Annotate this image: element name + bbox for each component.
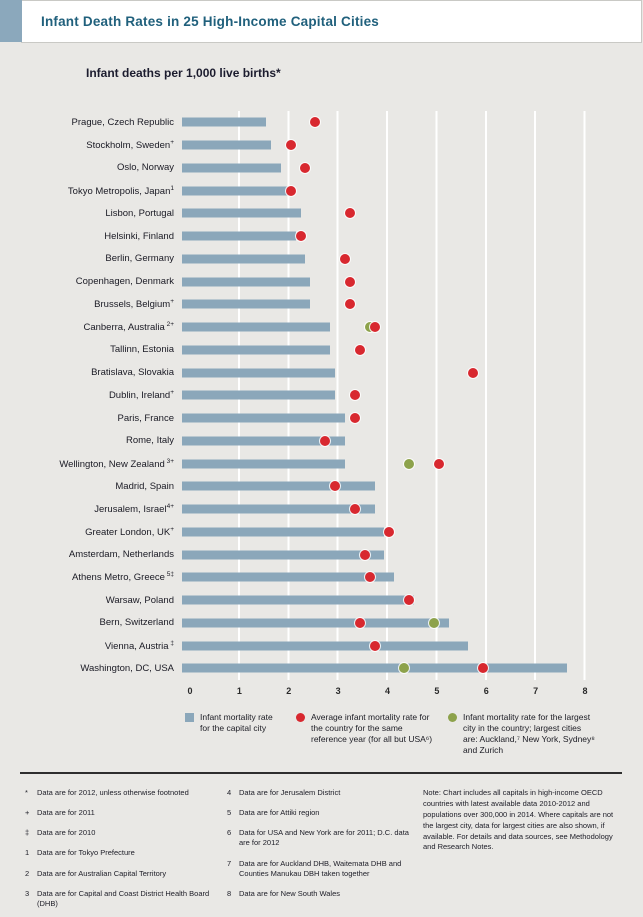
country-average-dot xyxy=(365,572,375,582)
row-label xyxy=(0,344,182,355)
row-label xyxy=(0,595,182,606)
capital-bar xyxy=(182,345,330,354)
footnote-symbol: 4 xyxy=(227,788,232,797)
chart-row xyxy=(0,657,643,680)
footnotes-column-1 xyxy=(25,788,215,917)
row-label-footnote-mark: + xyxy=(170,525,174,533)
chart-row xyxy=(0,612,643,635)
footnote-text: Data are for New South Wales xyxy=(239,888,341,898)
row-label-text: Athens Metro, Greece xyxy=(72,572,165,584)
capital-bar xyxy=(182,527,384,536)
row-plot xyxy=(182,407,643,430)
footnote-text: Data are for 2010 xyxy=(37,828,96,838)
chart-row xyxy=(0,384,643,407)
footnote-item xyxy=(227,788,417,798)
footnote-text: Data are for Tokyo Prefecture xyxy=(37,848,135,858)
legend-item xyxy=(185,712,274,734)
row-label-footnote-mark: 3+ xyxy=(164,457,174,465)
chart-row xyxy=(0,225,643,248)
country-average-dot xyxy=(360,550,370,560)
chart-row xyxy=(0,430,643,453)
x-axis-tick: 6 xyxy=(483,686,489,696)
row-plot xyxy=(182,157,643,180)
chart-row xyxy=(0,179,643,202)
chart-row xyxy=(0,339,643,362)
row-label-text: Bratislava, Slovakia xyxy=(91,367,174,379)
row-plot xyxy=(182,430,643,453)
row-label-footnote-mark: ‡ xyxy=(168,639,174,647)
row-label-text: Warsaw, Poland xyxy=(105,594,174,606)
country-average-dot xyxy=(286,186,296,196)
country-average-dot xyxy=(345,277,355,287)
row-label-footnote-mark: + xyxy=(170,139,174,147)
row-label xyxy=(0,481,182,492)
row-label xyxy=(0,117,182,128)
row-label xyxy=(0,298,182,310)
legend-label: Infant mortality rate for the largest city in the country; largest cities are: Auckland,⁷ New York, Sydney⁸ and Zurich xyxy=(463,712,595,755)
footnote-item xyxy=(227,808,417,818)
row-plot xyxy=(182,657,643,680)
legend-item xyxy=(448,712,595,756)
country-average-dot xyxy=(300,163,310,173)
separator-line xyxy=(20,772,622,774)
capital-bar xyxy=(182,186,291,195)
chart-row xyxy=(0,293,643,316)
country-average-dot xyxy=(350,504,360,514)
country-average-dot xyxy=(340,254,350,264)
row-label-text: Greater London, UK xyxy=(85,526,171,538)
chart-row xyxy=(0,157,643,180)
row-label xyxy=(0,276,182,287)
chart-row xyxy=(0,134,643,157)
row-label xyxy=(0,231,182,242)
capital-bar xyxy=(182,163,281,172)
footnote-text: Data are for Capital and Coast District Health Board (DHB) xyxy=(37,888,210,908)
legend-label: Infant mortality rate for the capital city xyxy=(200,712,273,733)
country-average-dot-icon xyxy=(296,713,305,722)
footnotes-column-2 xyxy=(227,788,417,909)
x-axis-tick: 1 xyxy=(236,686,242,696)
footnote-symbol: 3 xyxy=(25,888,30,898)
x-axis-tick: 8 xyxy=(582,686,588,696)
footnote-symbol: 8 xyxy=(227,888,232,898)
chart-row xyxy=(0,475,643,498)
footnote-symbol: 5 xyxy=(227,808,232,818)
row-label-text: Amsterdam, Netherlands xyxy=(68,549,174,561)
capital-bar xyxy=(182,550,384,559)
footnote-text: Data are for 2012, unless otherwise footnoted xyxy=(37,788,189,797)
country-average-dot xyxy=(478,663,488,673)
legend-item xyxy=(296,712,433,745)
row-label-text: Brussels, Belgium xyxy=(94,299,171,311)
row-plot xyxy=(182,452,643,475)
row-label-text: Wellington, New Zealand xyxy=(59,458,165,470)
row-plot xyxy=(182,179,643,202)
legend-label: Average infant mortality rate for the country for the same reference year (for all but USA⁶) xyxy=(311,712,433,744)
row-plot xyxy=(182,293,643,316)
row-plot xyxy=(182,134,643,157)
x-axis xyxy=(0,686,643,700)
footnote-item xyxy=(25,828,215,838)
row-label xyxy=(0,321,182,333)
capital-bar xyxy=(182,118,266,127)
country-average-dot xyxy=(384,527,394,537)
x-axis-tick: 4 xyxy=(384,686,391,696)
row-label-text: Oslo, Norway xyxy=(116,162,174,174)
chart-row xyxy=(0,361,643,384)
row-label xyxy=(0,458,182,470)
capital-bar xyxy=(182,254,305,263)
row-plot xyxy=(182,111,643,134)
footnote-item xyxy=(227,889,417,899)
row-label-text: Tokyo Metropolis, Japan xyxy=(67,185,171,197)
chart-row xyxy=(0,111,643,134)
footnote-item xyxy=(25,869,215,879)
capital-bar xyxy=(182,505,375,514)
footnote-text: Data for USA and New York are for 2011; D.C. data are for 2012 xyxy=(239,828,409,848)
x-axis-tick: 5 xyxy=(434,686,440,696)
row-label xyxy=(0,139,182,151)
chart-row xyxy=(0,316,643,339)
row-label-footnote-mark: 2+ xyxy=(164,321,174,329)
footnote-text: Data are for Australian Capital Territory xyxy=(37,868,167,878)
footnote-text: Data are for Attiki region xyxy=(239,808,320,818)
capital-bar xyxy=(182,618,449,627)
footnote-text: Data are for Jerusalem District xyxy=(239,788,341,797)
capital-bar xyxy=(182,300,310,309)
largest-city-dot xyxy=(404,459,414,469)
footnote-symbol: 6 xyxy=(227,828,232,838)
country-average-dot xyxy=(286,140,296,150)
x-axis-tick: 0 xyxy=(187,686,193,696)
footnote-item xyxy=(25,808,215,818)
row-label xyxy=(0,526,182,538)
footnote-item xyxy=(25,848,215,858)
chart-row xyxy=(0,248,643,271)
row-label-text: Canberra, Australia xyxy=(83,322,165,334)
row-plot xyxy=(182,270,643,293)
row-label-text: Helsinki, Finland xyxy=(104,230,174,242)
row-label-text: Dublin, Ireland xyxy=(108,390,171,402)
row-label-text: Lisbon, Portugal xyxy=(105,207,174,219)
row-label-text: Berlin, Germany xyxy=(105,253,174,265)
row-plot xyxy=(182,543,643,566)
footnote-symbol: * xyxy=(25,788,28,797)
capital-bar xyxy=(182,664,567,673)
chart xyxy=(0,111,643,711)
largest-city-dot-icon xyxy=(448,713,457,722)
row-label-text: Madrid, Spain xyxy=(115,480,174,492)
row-label-text: Paris, France xyxy=(117,412,174,424)
row-label-text: Jerusalem, Israel xyxy=(94,504,167,516)
row-plot xyxy=(182,225,643,248)
row-plot xyxy=(182,612,643,635)
header-accent-square xyxy=(0,0,22,42)
capital-bar xyxy=(182,596,414,605)
country-average-dot xyxy=(355,618,365,628)
row-label xyxy=(0,663,182,674)
capital-bar xyxy=(182,232,296,241)
row-plot xyxy=(182,475,643,498)
row-plot xyxy=(182,589,643,612)
row-label-text: Prague, Czech Republic xyxy=(71,116,174,128)
capital-bar xyxy=(182,482,375,491)
country-average-dot xyxy=(355,345,365,355)
capital-bar xyxy=(182,641,468,650)
row-label xyxy=(0,162,182,173)
footnote-symbol: + xyxy=(25,808,30,818)
country-average-dot xyxy=(370,322,380,332)
row-label-text: Washington, DC, USA xyxy=(80,662,174,674)
legend xyxy=(0,712,643,770)
row-plot xyxy=(182,248,643,271)
footnote-symbol: 7 xyxy=(227,858,232,868)
country-average-dot xyxy=(320,436,330,446)
country-average-dot xyxy=(345,299,355,309)
row-label-footnote-mark: + xyxy=(170,298,174,306)
row-label xyxy=(0,571,182,583)
row-label xyxy=(0,640,182,652)
row-label-footnote-mark: + xyxy=(170,389,174,397)
row-plot xyxy=(182,498,643,521)
row-label-footnote-mark: 4+ xyxy=(166,503,174,511)
largest-city-dot xyxy=(429,618,439,628)
row-plot xyxy=(182,316,643,339)
chart-row xyxy=(0,543,643,566)
row-label xyxy=(0,413,182,424)
country-average-dot xyxy=(434,459,444,469)
row-label-text: Copenhagen, Denmark xyxy=(75,276,174,288)
row-label xyxy=(0,185,182,197)
footnote-item xyxy=(25,889,215,909)
row-label xyxy=(0,253,182,264)
row-label xyxy=(0,549,182,560)
row-plot xyxy=(182,202,643,225)
page-title: Infant Death Rates in 25 High-Income Capital Cities xyxy=(41,14,380,29)
capital-bar xyxy=(182,391,335,400)
row-plot xyxy=(182,634,643,657)
country-average-dot xyxy=(330,481,340,491)
capital-bar xyxy=(182,277,310,286)
capital-bar xyxy=(182,141,271,150)
chart-row xyxy=(0,452,643,475)
chart-row xyxy=(0,202,643,225)
row-label xyxy=(0,208,182,219)
note-text: Note: Chart includes all capitals in high-income OECD countries with latest available data 2010-2012 and populations over 300,000 in 2014. Where capitals are not the largest city, data for largest cities are also shown, if available. For details and data sources, see Methodology and Research Notes. xyxy=(423,788,614,852)
row-plot xyxy=(182,339,643,362)
row-label xyxy=(0,503,182,515)
row-label-text: Tallinn, Estonia xyxy=(110,344,174,356)
capital-bar xyxy=(182,573,394,582)
country-average-dot xyxy=(350,390,360,400)
row-label-footnote-mark: 1 xyxy=(170,184,174,192)
chart-row xyxy=(0,589,643,612)
row-label-footnote-mark: 5‡ xyxy=(164,571,174,579)
footnote-symbol: 1 xyxy=(25,848,30,858)
row-label xyxy=(0,367,182,378)
capital-bar-swatch xyxy=(185,713,194,722)
footnote-item xyxy=(25,788,215,798)
row-plot xyxy=(182,384,643,407)
capital-bar xyxy=(182,414,345,423)
x-axis-tick: 2 xyxy=(286,686,292,696)
footnote-item xyxy=(227,828,417,848)
row-plot xyxy=(182,566,643,589)
chart-title: Infant deaths per 1,000 live births* xyxy=(86,66,281,80)
country-average-dot xyxy=(296,231,306,241)
largest-city-dot xyxy=(399,663,409,673)
footnote-symbol: ‡ xyxy=(25,828,30,838)
chart-row xyxy=(0,498,643,521)
row-label xyxy=(0,435,182,446)
chart-row xyxy=(0,521,643,544)
country-average-dot xyxy=(350,413,360,423)
row-plot xyxy=(182,361,643,384)
chart-row xyxy=(0,566,643,589)
chart-row xyxy=(0,270,643,293)
country-average-dot xyxy=(404,595,414,605)
footnote-text: Data are for Auckland DHB, Waitemata DHB and Counties Manukau DBH taken together xyxy=(239,858,402,878)
footnote-symbol: 2 xyxy=(25,868,30,878)
x-axis-tick: 7 xyxy=(533,686,539,696)
country-average-dot xyxy=(370,641,380,651)
country-average-dot xyxy=(345,208,355,218)
row-label-text: Stockholm, Sweden xyxy=(86,140,171,152)
capital-bar xyxy=(182,368,335,377)
country-average-dot xyxy=(310,117,320,127)
capital-bar xyxy=(182,459,345,468)
chart-row xyxy=(0,407,643,430)
row-label-text: Vienna, Austria xyxy=(104,640,169,652)
footnote-item xyxy=(227,859,417,879)
country-average-dot xyxy=(468,368,478,378)
title-bar xyxy=(21,0,642,43)
row-label xyxy=(0,389,182,401)
row-label xyxy=(0,617,182,628)
footnote-text: Data are for 2011 xyxy=(37,808,95,818)
row-plot xyxy=(182,521,643,544)
x-axis-tick: 3 xyxy=(335,686,341,696)
capital-bar xyxy=(182,209,301,218)
capital-bar xyxy=(182,323,330,332)
chart-rows xyxy=(0,111,643,680)
row-label-text: Rome, Italy xyxy=(125,435,174,447)
chart-row xyxy=(0,634,643,657)
row-label-text: Bern, Switzerland xyxy=(99,617,174,629)
